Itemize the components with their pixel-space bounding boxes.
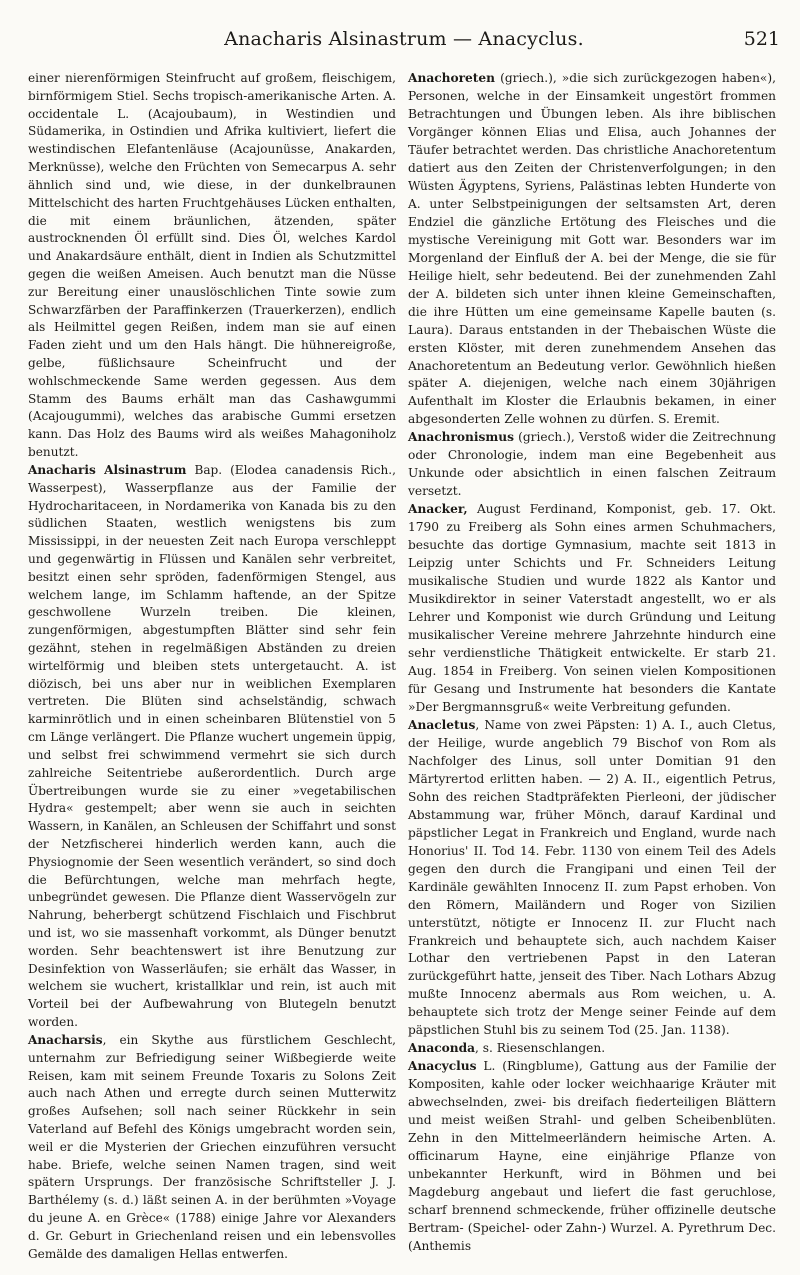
entry-anaconda	[408, 1040, 776, 1058]
entry-headword: Anaconda	[408, 1041, 476, 1056]
entry-anacharsis	[28, 1032, 396, 1264]
running-title: Anacharis Alsinastrum — Anacyclus.	[224, 28, 584, 50]
entry-anachoreten	[408, 70, 776, 429]
entry-headword: Anachoreten	[408, 71, 496, 85]
entry-text: einer nierenförmigen Steinfrucht auf großem, fleischigem, birnförmigem Stiel. Sechs tropisch-amerikanische Arten. A. occidentale L. (Acajoubaum), in Westindien und Südamerika, in Ostindien und Afrika kultiviert, liefert die westindischen Elefantenläuse (Acajounüsse, Anakarden, Merknüsse), welche den Früchten von Semecarpus A. sehr ähnlich sind und, wie diese, in der dunkelbraunen Mittelschicht des harten Fruchtgehäuses Lücken enthalten, die mit einem bräunlichen, ätzenden, später austrocknenden Öl erfüllt sind. Dies Öl, welches Kardol und Anakardsäure enthält, dient in Indien als Schutzmittel gegen die weißen Ameisen. Auch benutzt man die Nüsse zur Bereitung einer unauslöschlichen Tinte sowie zum Schwarzfärben der Paraffinkerzen (Trauerkerzen), endlich als Heilmittel gegen Reißen, indem man sie auf einen Faden zieht und um den Hals hängt. Die hühnereigroße, gelbe, füßlichsaure Scheinfrucht und der wohlschmeckende Same werden gegessen. Aus dem Stamm des Baums erhält man das Cashawgummi (Acajougummi), welches das arabische Gummi ersetzen kann. Das Holz des Baums wird als weißes Mahagoniholz benutzt.	[28, 71, 396, 460]
entry-text: , s. Riesenschlangen.	[475, 1041, 606, 1056]
entry-continuation	[28, 70, 396, 462]
right-column	[408, 70, 776, 1256]
entry-headword: Anacletus	[408, 717, 476, 732]
entry-headword: Anacyclus	[408, 1059, 477, 1074]
entry-anacharis-alsinastrum	[28, 462, 396, 1032]
entry-text: , ein Skythe aus fürstlichem Geschlecht, unternahm zur Befriedigung seiner Wißbegierde weite Reisen, kam mit seinem Freunde Toxaris zu Solons Zeit auch nach Athen und erregte durch seinen Mutterwitz großes Aufsehen; soll nach seiner Rückkehr in sein Vaterland auf Befehl des Königs umgebracht worden sein, weil er die Mysterien der Griechen einzuführen versucht habe. Briefe, welche seinen Namen tragen, sind weit spätern Ursprungs. Der französische Schriftsteller J. J. Barthélemy (s. d.) läßt seinen A. in der berühmten »Voyage du jeune A. en Grèce« (1788) einige Jahre vor Alexanders d. Gr. Geburt in Griechenland reisen und ein lebensvolles Gemälde des damaligen Hellas entwerfen.	[28, 1032, 396, 1261]
entry-anacletus	[408, 717, 776, 1040]
entry-text: (griech.), Verstoß wider die Zeitrechnung oder Chronologie, indem man eine Begebenheit aus Unkunde oder absichtlich in einen falschen Zeitraum versetzt.	[408, 430, 776, 499]
entry-headword: Anachronismus	[408, 430, 515, 445]
entry-text: , Name von zwei Päpsten: 1) A. I., auch Cletus, der Heilige, wurde angeblich 79 Bischof von Rom als Nachfolger des Linus, soll unter Domitian 91 den Märtyrertod erlitten haben. — 2) A. II., eigentlich Petrus, Sohn des reichen Stadtpräfekten Pierleoni, der jüdischer Abstammung war, früher Mönch, darauf Kardinal und päpstlicher Legat in Frankreich und England, wurde nach Honorius' II. Tod 14. Febr. 1130 von einem Teil des Adels gegen den durch die Frangipani und einen Teil der Kardinäle gewählten Innocenz II. zum Papst erhoben. Von den Römern, Mailändern und Roger von Sizilien unterstützt, nötigte er Innocenz II. zur Flucht nach Frankreich und behauptete sich, auch nachdem Kaiser Lothar den vertriebenen Papst in den Lateran zurückgeführt hatte, jenseit des Tiber. Nach Lothars Abzug mußte Innocenz abermals aus Rom weichen, u. A. behauptete sich trotz der Menge seiner Feinde auf dem päpstlichen Stuhl bis zu seinem Tod (25. Jan. 1138).	[408, 717, 776, 1038]
entry-anacker	[408, 501, 776, 717]
left-column	[28, 70, 396, 1263]
entry-anachronismus	[408, 429, 776, 501]
entry-headword: Anacker,	[408, 502, 468, 517]
page-number: 521	[743, 28, 780, 50]
entry-anacyclus	[408, 1058, 776, 1256]
entry-text: August Ferdinand, Komponist, geb. 17. Okt. 1790 zu Freiberg als Sohn eines armen Schuhmachers, besuchte das dortige Gymnasium, machte seit 1813 in Leipzig unter Schichts und Fr. Schneiders Leitung musikalische Studien und wurde 1822 als Kantor und Musikdirektor in seiner Vaterstadt angestellt, wo er als Lehrer und Komponist wie durch Gründung und Leitung musikalischer Vereine mehrere Jahrzehnte hindurch eine sehr verdienstliche Thätigkeit entwickelte. Er starb 21. Aug. 1854 in Freiberg. Von seinen vielen Kompositionen für Gesang und Instrumente hat besonders die Kantate »Der Bergmannsgruß« weite Verbreitung gefunden.	[408, 502, 776, 714]
entry-text: (griech.), »die sich zurückgezogen haben«), Personen, welche in der Einsamkeit ungestört frommen Betrachtungen und Übungen leben. Als ihre biblischen Vorgänger können Elias und Elisa, auch Johannes der Täufer betrachtet werden. Das christliche Anachoretentum datiert aus den Zeiten der Christenverfolgungen; in den Wüsten Ägyptens, Syriens, Palästinas lebten Hunderte von A. unter Selbstpeinigungen der seltsamsten Art, deren Endziel die gänzliche Ertötung des Fleisches und die mystische Vereinigung mit Gott war. Besonders war im Morgenland der Einfluß der A. bei der Menge, die sie für Heilige hielt, sehr bedeutend. Bei der zunehmenden Zahl der A. bildeten sich unter ihnen kleine Gemeinschaften, die ihre Hütten um eine gemeinsame Kapelle bauten (s. Laura). Daraus entstanden in der Thebaischen Wüste die ersten Klöster, mit deren zunehmendem Ansehen das Anachoretentum an Bedeutung verlor. Gewöhnlich hießen später A. diejenigen, welche nach einem 30jährigen Aufenthalt im Kloster die Erlaubnis bekamen, in einer abgesonderten Zelle wohnen zu dürfen. S. Eremit.	[408, 71, 776, 427]
entry-headword: Anacharis Alsinastrum	[28, 462, 187, 477]
page-header	[28, 28, 780, 54]
entry-headword: Anacharsis	[28, 1032, 103, 1047]
entry-text: Bap. (Elodea canadensis Rich., Wasserpest), Wasserpflanze aus der Familie der Hydrocharitaceen, in Nordamerika von Kanada bis zu den südlichen Staaten, westlich wenigstens bis zum Mississippi, in der neuesten Zeit nach Europa verschleppt und gegenwärtig in Flüssen und Kanälen sehr verbreitet, besitzt einen sehr spröden, fadenförmigen Stengel, aus welchem lange, im Schlamm haftende, an der Spitze geschwollene Wurzeln treiben. Die kleinen, zungenförmigen, abgestumpften Blätter sind sehr fein gezähnt, stehen in regelmäßigen Abständen zu dreien wirtelförmig und bleiben stets untergetaucht. A. ist diözisch, bei uns aber nur in weiblichen Exemplaren vertreten. Die Blüten sind achselständig, schwach karminrötlich und in einen scheinbaren Blütenstiel von 5 cm Länge verlängert. Die Pflanze wuchert ungemein üppig, und selbst frei schwimmend vermehrt sie sich durch zahlreiche Seitentriebe außerordentlich. Durch arge Übertreibungen wurde sie zu einer »vegetabilischen Hydra« gestempelt; aber wenn sie auch in seichten Wassern, in Kanälen, an Schleusen der Schiffahrt und sonst der Netzfischerei hinderlich werden kann, auch die Physiognomie der Seen wesentlich verändert, so sind doch die Befürchtungen, welche man mehrfach hegte, unbegründet gewesen. Die Pflanze dient Wasservögeln zur Nahrung, beherbergt schützend Fischlaich und Fischbrut und ist, wo sie massenhaft vorkommt, als Dünger benutzt worden. Sehr beachtenswert ist ihre Benutzung zur Desinfektion von Wasserläufen; sie erhält das Wasser, in welchem sie wuchert, kristallklar und rein, ist auch mit Vorteil bei der Aufbewahrung von Blutegeln benutzt worden.	[28, 462, 396, 1030]
entry-text: L. (Ringblume), Gattung aus der Familie der Kompositen, kahle oder locker weichhaarige Kräuter mit abwechselnden, zwei- bis dreifach fiederteiligen Blättern und meist weißen Strahl- und gelben Scheibenblüten. Zehn in den Mittelmeerländern heimische Arten. A. officinarum Hayne, eine einjährige Pflanze von unbekannter Herkunft, wird in Böhmen und bei Magdeburg angebaut und liefert die fast geruchlose, scharf brennend schmeckende, früher offizinelle deutsche Bertram- (Speichel- oder Zahn-) Wurzel. A. Pyrethrum Dec. (Anthemis	[408, 1059, 776, 1253]
